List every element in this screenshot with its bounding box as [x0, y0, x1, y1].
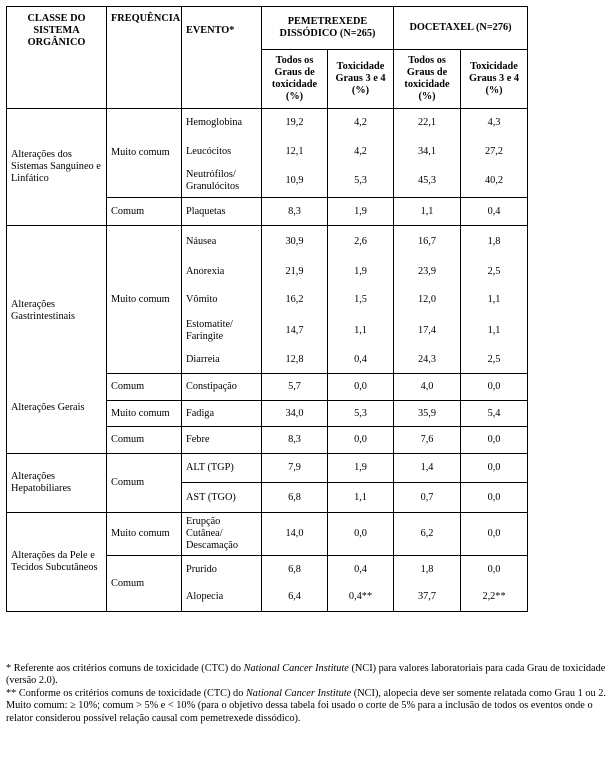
event-cell: Erupção Cutânea/ Descamação: [182, 513, 262, 556]
value-cell: 2,2**: [461, 584, 528, 612]
value-cell: 1,9: [328, 258, 394, 286]
value-cell: 12,8: [262, 347, 328, 374]
organ-class-cell: Alterações dos Sistemas Sanguíneo e Linfático: [7, 109, 107, 226]
event-cell: Estomatite/ Faringite: [182, 315, 262, 347]
value-cell: 6,8: [262, 556, 328, 584]
event-cell: Hemoglobina: [182, 109, 262, 138]
event-cell: Náusea: [182, 226, 262, 258]
value-cell: 0,0: [461, 374, 528, 401]
event-cell: ALT (TGP): [182, 454, 262, 483]
organ-class-general: Alterações Gerais: [11, 402, 85, 413]
event-cell: Alopecia: [182, 584, 262, 612]
value-cell: 27,2: [461, 138, 528, 166]
value-cell: 34,0: [262, 401, 328, 427]
frequency-cell: Comum: [107, 556, 182, 612]
value-cell: 1,1: [328, 315, 394, 347]
value-cell: 6,4: [262, 584, 328, 612]
value-cell: 0,0: [461, 427, 528, 454]
value-cell: 1,4: [394, 454, 461, 483]
value-cell: 8,3: [262, 427, 328, 454]
table-row: [7, 109, 528, 138]
value-cell: 1,1: [461, 315, 528, 347]
value-cell: 4,0: [394, 374, 461, 401]
value-cell: 21,9: [262, 258, 328, 286]
value-cell: 17,4: [394, 315, 461, 347]
value-cell: 16,7: [394, 226, 461, 258]
value-cell: 5,7: [262, 374, 328, 401]
frequency-cell: Muito comum: [107, 513, 182, 556]
value-cell: 1,1: [461, 286, 528, 315]
value-cell: 14,7: [262, 315, 328, 347]
value-cell: 23,9: [394, 258, 461, 286]
organ-class-cell: Alterações da Pele e Tecidos Subcutâneos: [7, 513, 107, 612]
event-cell: Constipação: [182, 374, 262, 401]
value-cell: 6,8: [262, 483, 328, 513]
event-cell: Prurido: [182, 556, 262, 584]
frequency-cell: Comum: [107, 198, 182, 226]
value-cell: 19,2: [262, 109, 328, 138]
value-cell: 37,7: [394, 584, 461, 612]
header-doc-all-grades: Todos os Graus de toxicidade (%): [394, 50, 461, 109]
value-cell: 0,4: [328, 347, 394, 374]
header-frequency: FREQUÊNCIA: [107, 7, 182, 109]
event-cell: AST (TGO): [182, 483, 262, 513]
event-cell: Febre: [182, 427, 262, 454]
value-cell: 45,3: [394, 166, 461, 198]
frequency-cell: Comum: [107, 427, 182, 454]
value-cell: 22,1: [394, 109, 461, 138]
value-cell: 4,2: [328, 109, 394, 138]
value-cell: 0,4: [461, 198, 528, 226]
organ-class-gi: Alterações Gastrintestinais: [11, 299, 76, 322]
header-event: EVENTO*: [182, 7, 262, 109]
value-cell: 8,3: [262, 198, 328, 226]
value-cell: 40,2: [461, 166, 528, 198]
footnote-1: * Referente aos critérios comuns de toxicidade (CTC) do National Cancer Institute (NCI) para valores laboratoriais para cada Grau de toxicidade (versão 2.0).: [6, 663, 606, 687]
value-cell: 0,0: [328, 427, 394, 454]
table-row: [7, 454, 528, 483]
value-cell: 34,1: [394, 138, 461, 166]
value-cell: 0,4: [328, 556, 394, 584]
value-cell: 1,9: [328, 454, 394, 483]
header-pem-all-grades: Todos os Graus de toxicidade (%): [262, 50, 328, 109]
value-cell: 1,5: [328, 286, 394, 315]
table-row: [7, 513, 528, 556]
value-cell: 12,0: [394, 286, 461, 315]
organ-class-cell: Alterações Hepatobiliares: [7, 454, 107, 513]
value-cell: 0,0: [461, 513, 528, 556]
value-cell: 0,4**: [328, 584, 394, 612]
value-cell: 4,2: [328, 138, 394, 166]
value-cell: 10,9: [262, 166, 328, 198]
value-cell: 6,2: [394, 513, 461, 556]
header-organ-class: CLASSE DO SISTEMA ORGÂNICO: [7, 7, 107, 109]
frequency-cell: Comum: [107, 374, 182, 401]
event-cell: Plaquetas: [182, 198, 262, 226]
value-cell: 1,1: [328, 483, 394, 513]
footnote-3: Muito comum: ≥ 10%; comum > 5% e < 10% (para o objetivo dessa tabela foi usado o corte de 5% para a inclusão de todos os eventos onde o relator considerou possível relação causal com pemetrexede dissódico).: [6, 700, 593, 724]
value-cell: 24,3: [394, 347, 461, 374]
frequency-cell: Muito comum: [107, 401, 182, 427]
value-cell: 2,5: [461, 347, 528, 374]
frequency-cell: Muito comum: [107, 109, 182, 198]
value-cell: 5,3: [328, 401, 394, 427]
value-cell: 0,0: [461, 556, 528, 584]
value-cell: 2,6: [328, 226, 394, 258]
event-cell: Leucócitos: [182, 138, 262, 166]
value-cell: 14,0: [262, 513, 328, 556]
value-cell: 1,8: [461, 226, 528, 258]
value-cell: 0,7: [394, 483, 461, 513]
value-cell: 12,1: [262, 138, 328, 166]
footnotes: [6, 663, 608, 725]
event-cell: Fadiga: [182, 401, 262, 427]
table-row: [7, 226, 528, 258]
value-cell: 1,8: [394, 556, 461, 584]
value-cell: 35,9: [394, 401, 461, 427]
value-cell: 30,9: [262, 226, 328, 258]
value-cell: 5,4: [461, 401, 528, 427]
value-cell: 0,0: [328, 374, 394, 401]
value-cell: 7,6: [394, 427, 461, 454]
event-cell: Vômito: [182, 286, 262, 315]
value-cell: 5,3: [328, 166, 394, 198]
header-doc-grades-3-4: Toxicidade Graus 3 e 4 (%): [461, 50, 528, 109]
value-cell: 0,0: [461, 454, 528, 483]
value-cell: 2,5: [461, 258, 528, 286]
header-docetaxel: DOCETAXEL (N=276): [394, 7, 528, 50]
organ-class-cell: [7, 226, 107, 454]
value-cell: 1,1: [394, 198, 461, 226]
value-cell: 0,0: [461, 483, 528, 513]
event-cell: Neutrófilos/ Granulócitos: [182, 166, 262, 198]
footnote-2: ** Conforme os critérios comuns de toxicidade (CTC) do National Cancer Institute (NCI), alopecia deve ser somente relatada como Grau 1 ou 2.: [6, 687, 606, 699]
event-cell: Anorexia: [182, 258, 262, 286]
frequency-cell: Muito comum: [107, 226, 182, 374]
value-cell: 7,9: [262, 454, 328, 483]
value-cell: 16,2: [262, 286, 328, 315]
event-cell: Diarreia: [182, 347, 262, 374]
header-pem-grades-3-4: Toxicidade Graus 3 e 4 (%): [328, 50, 394, 109]
value-cell: 0,0: [328, 513, 394, 556]
frequency-cell: Comum: [107, 454, 182, 513]
toxicity-table: [6, 6, 528, 612]
header-pemetrexede: PEMETREXEDE DISSÓDICO (N=265): [262, 7, 394, 50]
value-cell: 4,3: [461, 109, 528, 138]
value-cell: 1,9: [328, 198, 394, 226]
